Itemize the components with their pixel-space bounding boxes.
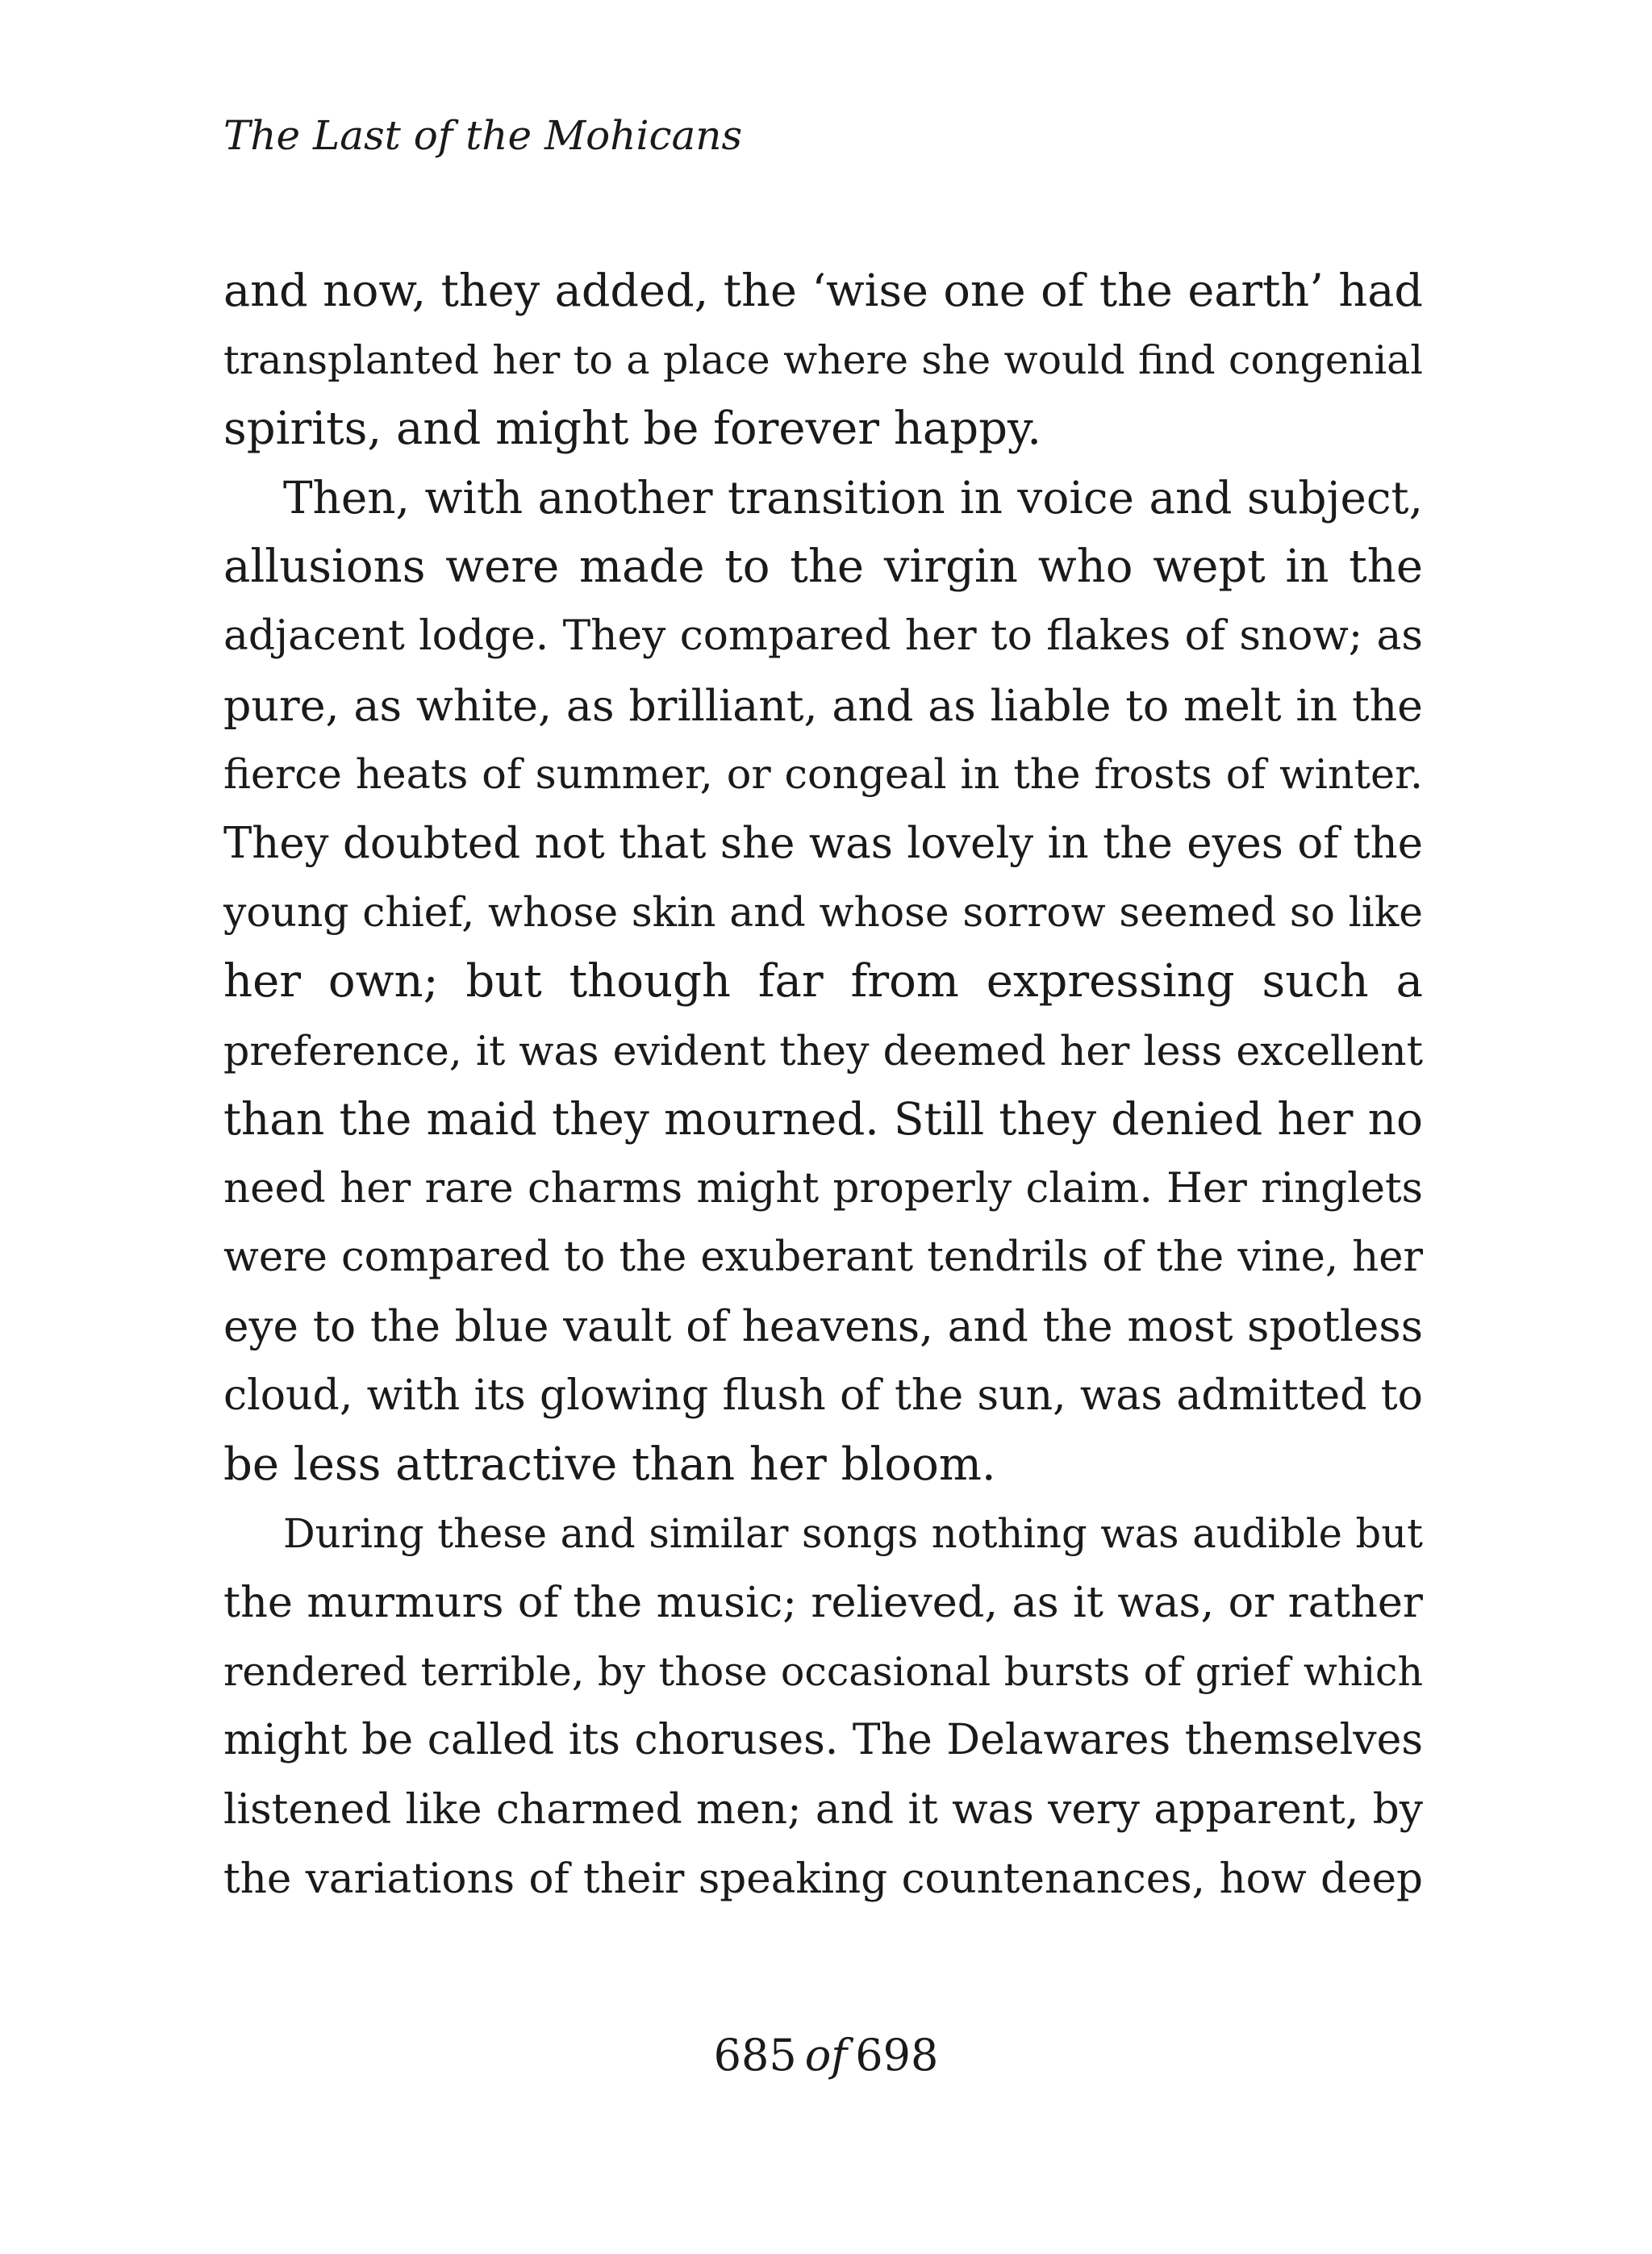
text-line: allusions were made to the virgin who wept in the bbox=[223, 541, 1423, 594]
page-number-separator: of bbox=[804, 2030, 848, 2081]
text-line: the murmurs of the music; relieved, as it was, or rather bbox=[223, 1578, 1423, 1628]
text-line: rendered terrible, by those occasional bursts of grief which bbox=[223, 1648, 1423, 1695]
text-line: adjacent lodge. They compared her to flakes of snow; as bbox=[223, 611, 1423, 660]
text-line: preference, it was evident they deemed her less excellent bbox=[223, 1026, 1423, 1075]
text-line: her own; but though far from expressing such a bbox=[223, 954, 1423, 1008]
text-line: listened like charmed men; and it was very apparent, by bbox=[223, 1785, 1423, 1835]
text-line: They doubted not that she was lovely in the eyes of the bbox=[223, 818, 1423, 868]
page-number bbox=[0, 2027, 1652, 2085]
text-line: cloud, with its glowing flush of the sun, was admitted to bbox=[223, 1371, 1423, 1420]
text-line: the variations of their speaking countenances, how deep bbox=[223, 1854, 1423, 1903]
text-line: need her rare charms might properly claim. Her ringlets bbox=[223, 1163, 1423, 1213]
text-line: pure, as white, as brilliant, and as liable to melt in the bbox=[223, 679, 1423, 731]
text-line: than the maid they mourned. Still they denied her no bbox=[223, 1093, 1423, 1146]
text-line: During these and similar songs nothing was audible but bbox=[283, 1509, 1423, 1557]
running-head: The Last of the Mohicans bbox=[223, 112, 743, 159]
text-line: young chief, whose skin and whose sorrow seemed so like bbox=[223, 888, 1423, 937]
text-line: were compared to the exuberant tendrils of the vine, her bbox=[223, 1233, 1423, 1282]
text-line: transplanted her to a place where she would find congenial bbox=[223, 336, 1423, 383]
text-line: eye to the blue vault of heavens, and the most spotless bbox=[223, 1300, 1423, 1351]
text-line: fierce heats of summer, or congeal in the frosts of winter. bbox=[223, 750, 1423, 799]
text-line: spirits, and might be forever happy. bbox=[223, 403, 1041, 456]
page-number-total: 698 bbox=[855, 2030, 939, 2081]
text-line: be less attractive than her bloom. bbox=[223, 1438, 996, 1492]
text-line: might be called its choruses. The Delawares themselves bbox=[223, 1716, 1423, 1765]
body-text bbox=[223, 257, 1423, 1914]
page-number-current: 685 bbox=[713, 2030, 797, 2081]
text-line: Then, with another transition in voice and subject, bbox=[283, 471, 1423, 524]
text-line: and now, they added, the ‘wise one of the earth’ had bbox=[223, 265, 1423, 317]
